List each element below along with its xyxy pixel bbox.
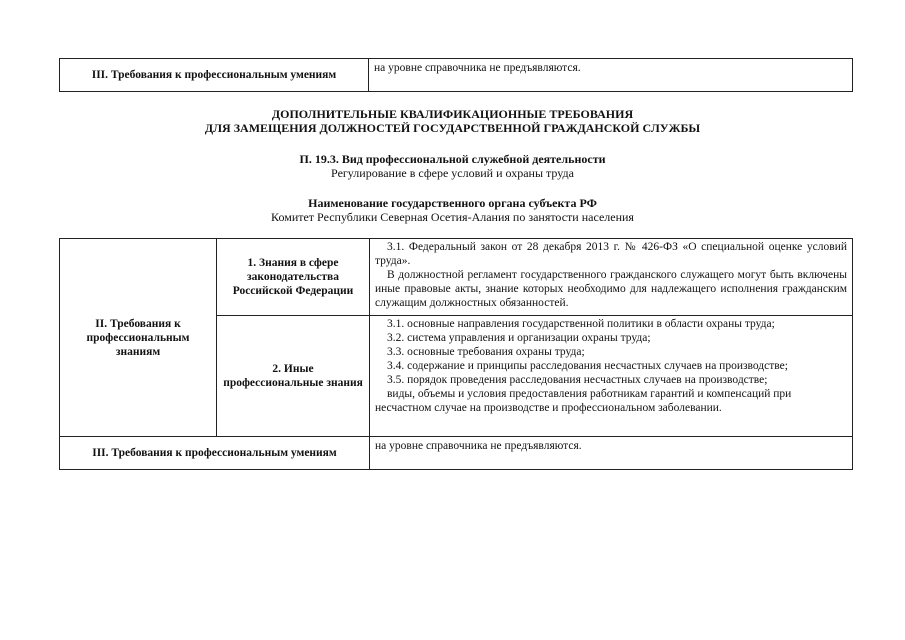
law-knowledge-content — [370, 239, 853, 316]
skills-section-value: на уровне справочника не предъявляются. — [370, 437, 853, 470]
skills-value-cell: на уровне справочника не предъявляются. — [369, 59, 853, 92]
knowledge-section-cell: II. Требования к профессиональным знаниям — [60, 239, 217, 437]
knowledge-item: 3.5. порядок проведения расследования несчастных случаев на производстве; — [387, 374, 768, 386]
main-requirements-table — [59, 238, 853, 470]
activity-value: Регулирование в сфере условий и охраны труда — [331, 166, 574, 180]
other-knowledge-content — [370, 316, 853, 437]
activity-label: П. 19.3. Вид профессиональной служебной деятельности — [299, 152, 606, 166]
organ-value: Комитет Республики Северная Осетия-Алания по занятости населения — [271, 210, 634, 224]
skills-section-cell: III. Требования к профессиональным умениям — [60, 437, 370, 470]
other-knowledge-label: 2. Иные профессиональные знания — [217, 316, 370, 437]
organ-label: Наименование государственного органа субъекта РФ — [308, 196, 597, 210]
law-paragraph-2: В должностной регламент государственного гражданского служащего могут быть включены иные правовые акты, знание которых необходимо для надлежащего исполнения гражданским служащим должностных обязанностей. — [375, 269, 847, 309]
heading-line-1: ДОПОЛНИТЕЛЬНЫЕ КВАЛИФИКАЦИОННЫЕ ТРЕБОВАНИЯ — [271, 107, 634, 121]
heading-line-2: ДЛЯ ЗАМЕЩЕНИЯ ДОЛЖНОСТЕЙ ГОСУДАРСТВЕННОЙ ГРАЖДАНСКОЙ СЛУЖБЫ — [204, 121, 701, 135]
knowledge-item: 3.4. содержание и принципы расследования несчастных случаев на производстве; — [387, 360, 788, 372]
knowledge-item: 3.3. основные требования охраны труда; — [387, 346, 585, 358]
knowledge-item: виды, объемы и условия предоставления работникам гарантий и компенсаций при несчастном случае на производстве и профессиональном заболевании. — [375, 388, 792, 414]
skills-label-cell: III. Требования к профессиональным умениям — [60, 59, 369, 92]
law-knowledge-label: 1. Знания в сфере законодательства Российской Федерации — [217, 239, 370, 316]
top-requirements-table — [59, 58, 853, 92]
law-paragraph-1: 3.1. Федеральный закон от 28 декабря 2013 г. № 426-ФЗ «О специальной оценке условий труда». — [375, 241, 847, 267]
knowledge-item: 3.2. система управления и организации охраны труда; — [387, 332, 651, 344]
knowledge-item: 3.1. основные направления государственной политики в области охраны труда; — [387, 318, 775, 330]
